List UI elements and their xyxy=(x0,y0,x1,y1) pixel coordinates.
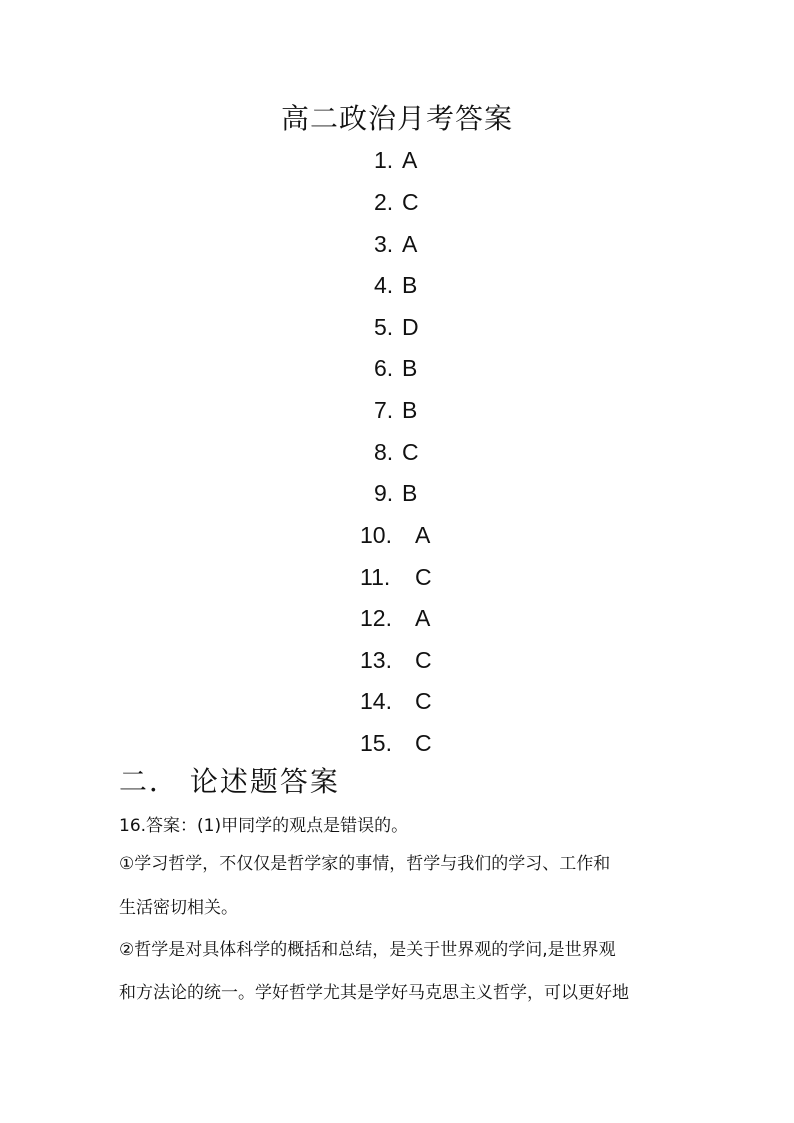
answer-item xyxy=(0,350,794,386)
answer-paragraph-line: ②哲学是对具体科学的概括和总结，是关于世界观的学问,是世界观 xyxy=(119,940,616,960)
answer-letter: B xyxy=(402,480,418,506)
answer-item xyxy=(0,642,794,678)
answer-letter: D xyxy=(402,314,419,340)
answer-paragraph-line: 和方法论的统一。学好哲学尤其是学好马克思主义哲学，可以更好地 xyxy=(119,983,629,1003)
answer-item xyxy=(0,559,794,595)
answer-item xyxy=(0,475,794,511)
answer-letter: C xyxy=(415,564,432,590)
answer-paragraph-line: ①学习哲学，不仅仅是哲学家的事情，哲学与我们的学习、工作和 xyxy=(119,854,611,874)
answer-number: 5. xyxy=(374,314,394,340)
answer-item xyxy=(0,434,794,470)
answer-number: 13. xyxy=(360,647,392,673)
answer-item xyxy=(0,683,794,719)
document-title: 高二政治月考答案 xyxy=(280,102,513,135)
answer-item xyxy=(0,184,794,220)
answer-item xyxy=(0,267,794,303)
answer-number: 2. xyxy=(374,189,394,215)
answer-number: 11. xyxy=(360,564,391,590)
answer-number: 12. xyxy=(360,605,392,631)
answer-paragraph-line: 16.答案：(1)甲同学的观点是错误的。 xyxy=(119,816,409,836)
answer-item xyxy=(0,142,794,178)
answer-letter: B xyxy=(402,355,418,381)
answer-letter: A xyxy=(415,522,431,548)
answer-letter: A xyxy=(402,231,418,257)
answer-letter: B xyxy=(402,397,418,423)
answer-paragraph-line: 生活密切相关。 xyxy=(119,898,238,918)
answer-item xyxy=(0,392,794,428)
answer-letter: B xyxy=(402,272,418,298)
answer-number: 15. xyxy=(360,730,392,756)
answer-number: 3. xyxy=(374,231,394,257)
answer-number: 6. xyxy=(374,355,394,381)
answer-item xyxy=(0,600,794,636)
answer-letter: C xyxy=(402,189,419,215)
answer-number: 14. xyxy=(360,688,392,714)
answer-letter: C xyxy=(402,439,419,465)
answer-item xyxy=(0,226,794,262)
answer-number: 8. xyxy=(374,439,394,465)
answer-number: 7. xyxy=(374,397,394,423)
answer-number: 1. xyxy=(374,147,394,173)
answer-number: 10. xyxy=(360,522,392,548)
answer-letter: C xyxy=(415,730,432,756)
answer-item xyxy=(0,517,794,553)
answer-item xyxy=(0,309,794,345)
answer-letter: A xyxy=(402,147,418,173)
answer-number: 9. xyxy=(374,480,394,506)
section-heading: 二． 论述题答案 xyxy=(119,765,340,798)
answer-item xyxy=(0,725,794,761)
answer-letter: A xyxy=(415,605,431,631)
answer-letter: C xyxy=(415,647,432,673)
answer-letter: C xyxy=(415,688,432,714)
answer-number: 4. xyxy=(374,272,394,298)
